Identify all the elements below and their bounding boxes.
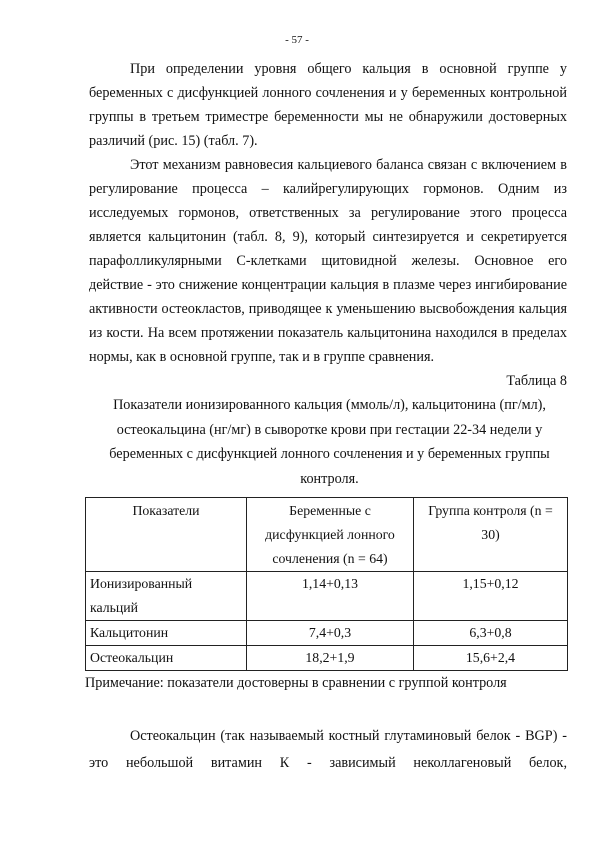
main-group-value: 1,14+0,13 bbox=[247, 572, 414, 621]
page-number: - 57 - bbox=[285, 34, 309, 46]
row-label: Остеокальцин bbox=[86, 646, 247, 671]
main-group-value: 7,4+0,3 bbox=[247, 621, 414, 646]
data-table bbox=[85, 497, 568, 671]
table-caption: Показатели ионизированного кальция (ммоль/л), кальцитонина (пг/мл), остеокальцина (нг/мг) в сыворотке крови при гестации 22-34 недели у беременных с дисфункцией лонного сочленения и у беременных группы контроля. bbox=[109, 397, 550, 487]
control-group-value: 1,15+0,12 bbox=[414, 572, 568, 621]
control-group-value: 6,3+0,8 bbox=[414, 621, 568, 646]
tail-text bbox=[89, 723, 567, 777]
row-label: Ионизированный кальций bbox=[86, 572, 247, 621]
table-header-row bbox=[86, 498, 568, 572]
table-row bbox=[86, 572, 568, 621]
table-row bbox=[86, 646, 568, 671]
table-header: Группа контроля (n = 30) bbox=[414, 498, 568, 572]
table-header: Беременные с дисфункцией лонного сочленения (n = 64) bbox=[247, 498, 414, 572]
row-label: Кальцитонин bbox=[86, 621, 247, 646]
paragraph-3: Остеокальцин (так называемый костный глутаминовый белок - BGP) - это небольшой витамин К - зависимый неколлагеновый белок, bbox=[89, 728, 567, 771]
control-group-value: 15,6+2,4 bbox=[414, 646, 568, 671]
table-header: Показатели bbox=[86, 498, 247, 572]
paragraph-1: При определении уровня общего кальция в основной группе у беременных с дисфункцией лонного сочленения и у беременных контрольной группы в третьем триместре беременности мы не обнаружили достоверных различий (рис. 15) (табл. 7). bbox=[89, 61, 567, 149]
table-note: Примечание: показатели достоверны в сравнении с группой контроля bbox=[85, 675, 507, 691]
table-label: Таблица 8 bbox=[506, 373, 567, 389]
body-text bbox=[89, 57, 567, 491]
table-row bbox=[86, 621, 568, 646]
paragraph-2: Этот механизм равновесия кальциевого баланса связан с включением в регулирование процесса – калийрегулирующих гормонов. Одним из исследуемых гормонов, ответственных за регулирование этого процесса является кальцитонин (табл. 8, 9), который синтезируется и секретируется парафолликулярными С-клетками щитовидной железы. Основное его действие - это снижение концентрации кальция в плазме через ингибирование активности остеокластов, приводящее к уменьшению высвобождения кальция из кости. На всем протяжении показатель кальцитонина находился в пределах нормы, как в основной группе, так и в группе сравнения. bbox=[89, 157, 567, 365]
main-group-value: 18,2+1,9 bbox=[247, 646, 414, 671]
